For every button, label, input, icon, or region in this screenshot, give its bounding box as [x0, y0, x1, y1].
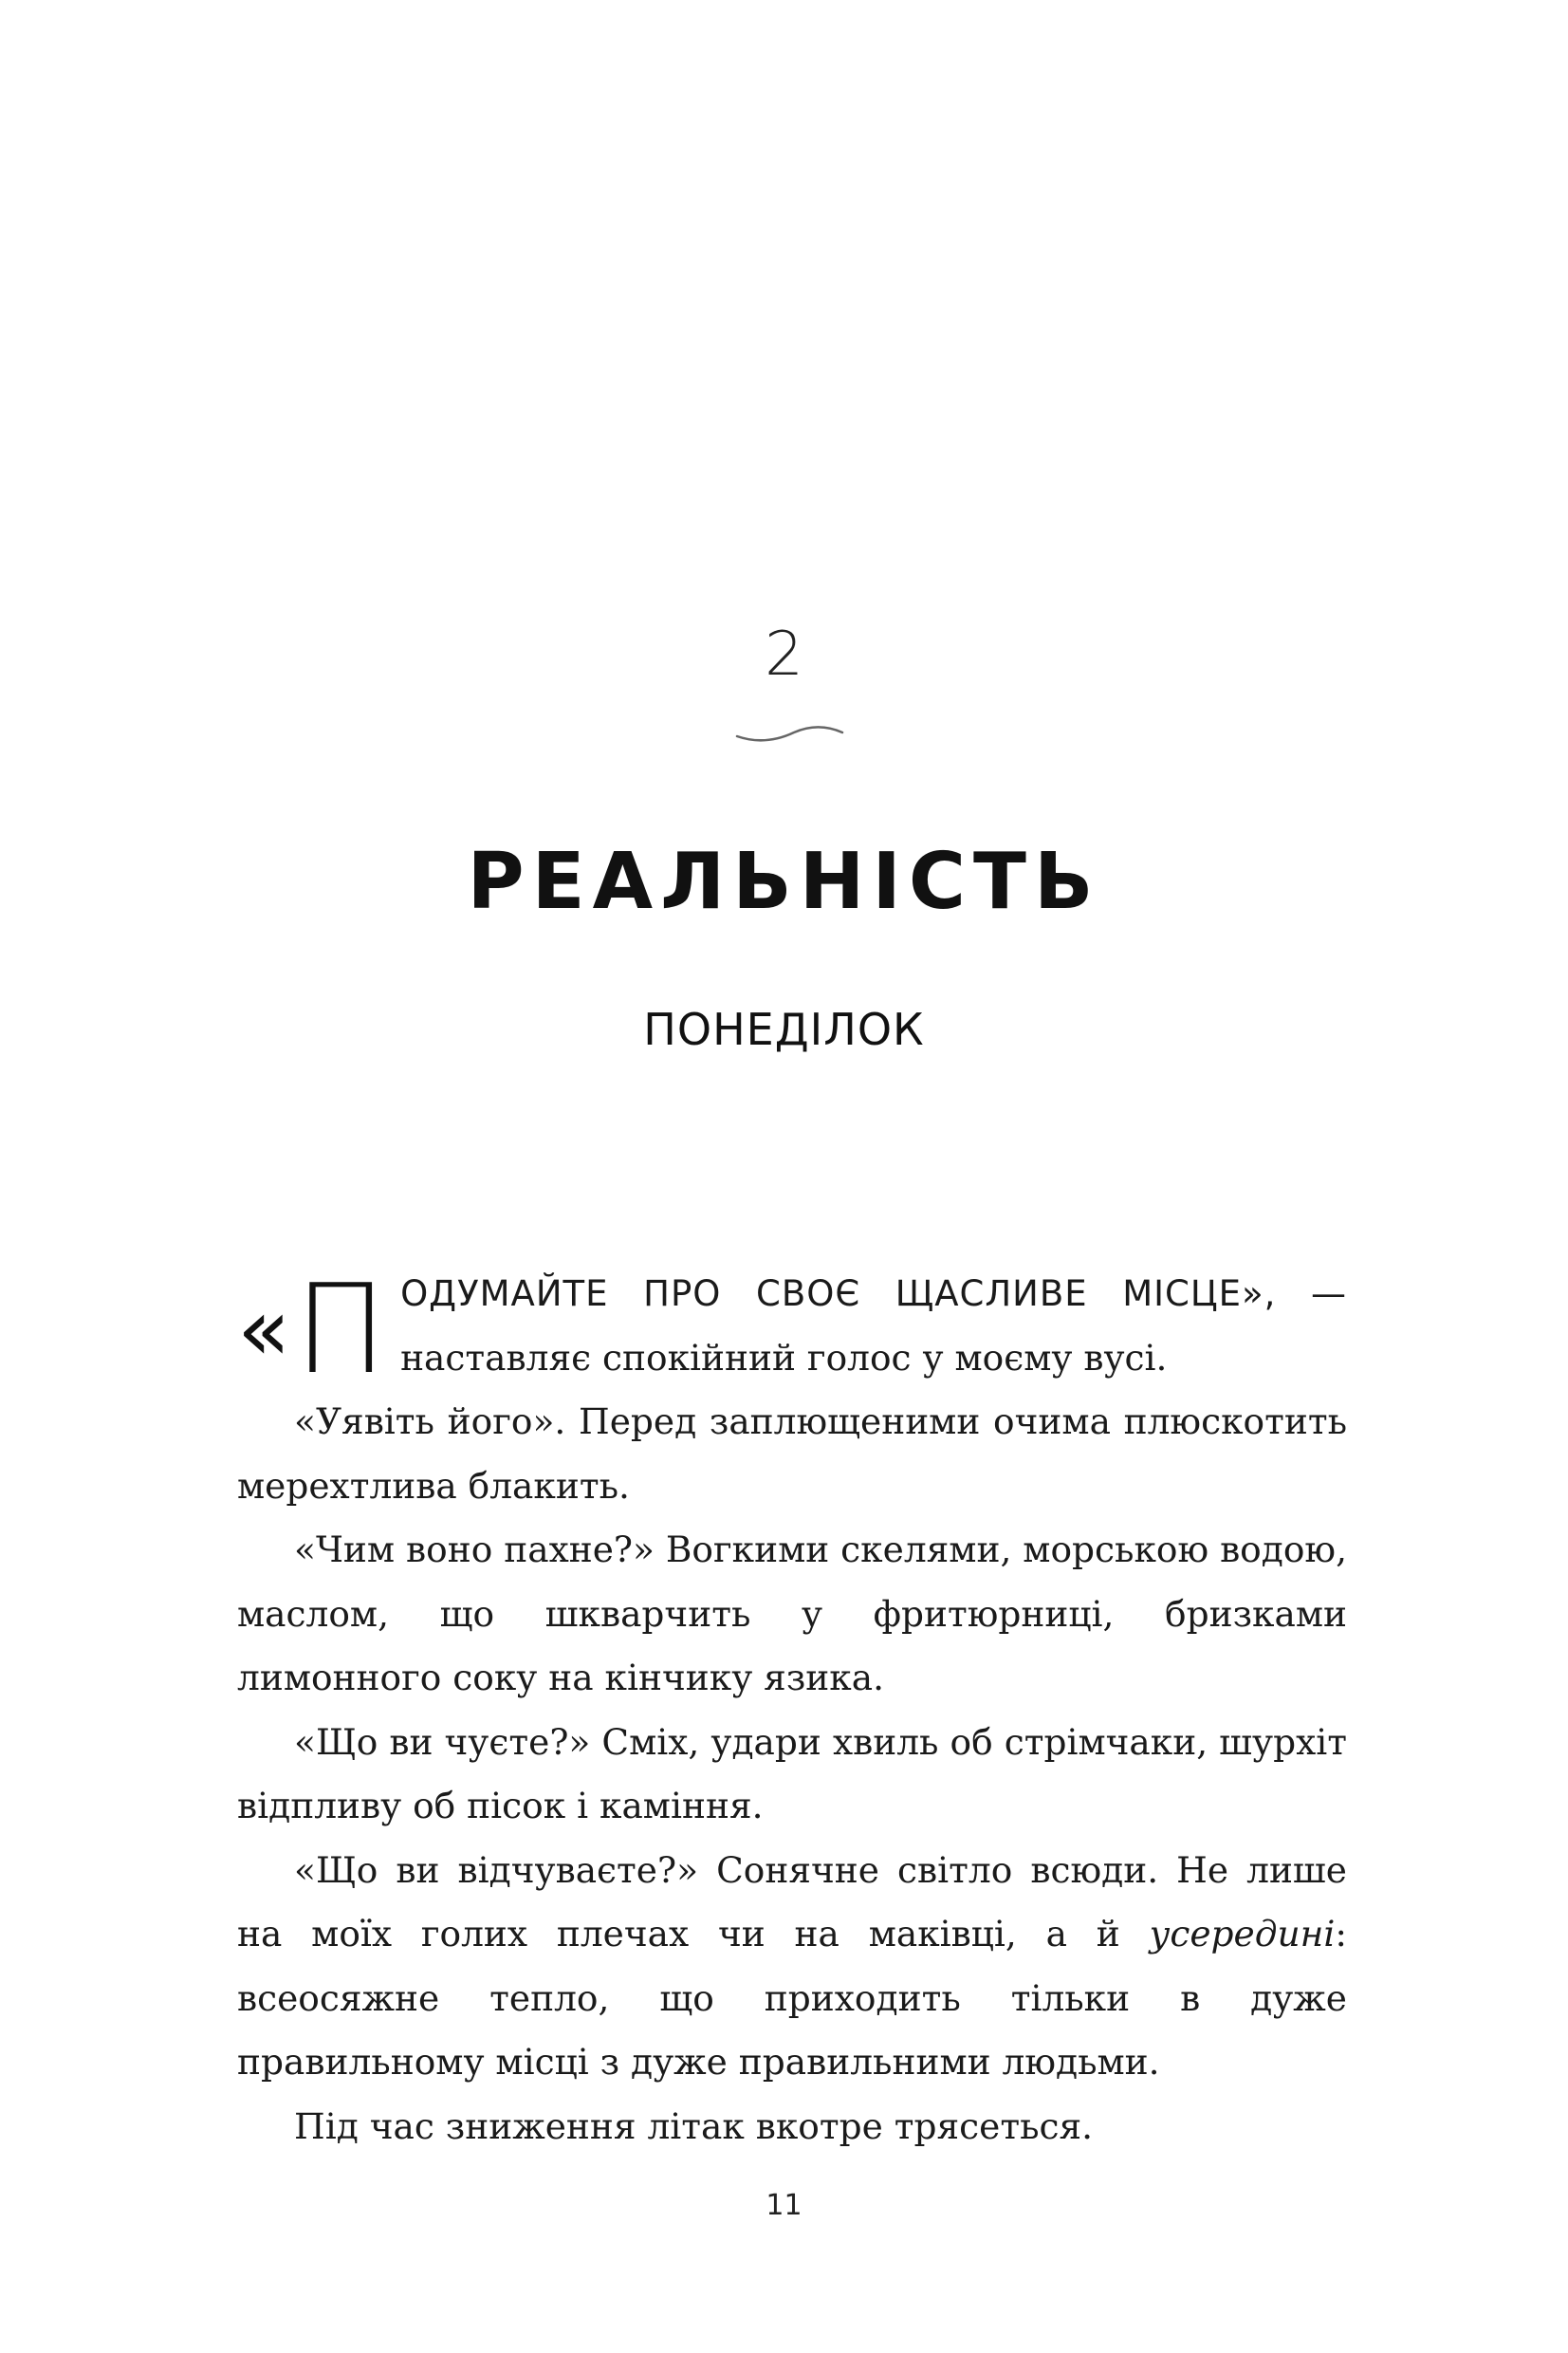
drop-cap: П: [294, 1257, 388, 1401]
opening-paragraph: [237, 1257, 1347, 1401]
chapter-subtitle: ПОНЕДІЛОК: [643, 1004, 925, 1055]
paragraph-6: Під час зниження літак вкотре трясеться.: [294, 2104, 1094, 2147]
paragraph-5: [237, 1839, 1347, 2095]
opening-lead-text: ОДУМАЙТЕ ПРО СВОЄ ЩАСЛИВЕ МІСЦЕ», —: [400, 1273, 1347, 1314]
page-number: 11: [766, 2189, 802, 2222]
swash-ornament-icon: [735, 721, 844, 744]
chapter-title: РЕАЛЬНІСТЬ: [467, 837, 1101, 927]
paragraph-3: «Чим воно пахне?» Вогкими скелями, морською водою, маслом, що шкварчить у фритюрниці, бризками лимонного соку на кінчику язика.: [237, 1529, 1347, 1698]
opening-rest-text: наставляє спокійний голос у моєму вусі.: [400, 1336, 1168, 1379]
paragraph-5-part-2: : всеосяжне тепло, що приходить тільки в дуже правильному місці з дуже правильними людьми.: [237, 1913, 1347, 2083]
chapter-number: 2: [765, 620, 803, 690]
paragraph-5-part-1: «Що ви відчуваєте?» Сонячне світло всюди. Не лише на моїх голих плечах чи на маківці, а й: [237, 1848, 1347, 1955]
opening-quote-mark: «: [237, 1279, 291, 1380]
paragraph-4: «Що ви чуєте?» Сміх, удари хвиль об стрімчаки, шурхіт відпливу об пісок і каміння.: [237, 1720, 1347, 1826]
paragraph-2: «Уявіть його». Перед заплющеними очима плюскотить мерехтлива блакить.: [237, 1400, 1347, 1507]
paragraph-5-emphasis: усередині: [1149, 1913, 1336, 1955]
chapter-body-text: [237, 1257, 1347, 2158]
